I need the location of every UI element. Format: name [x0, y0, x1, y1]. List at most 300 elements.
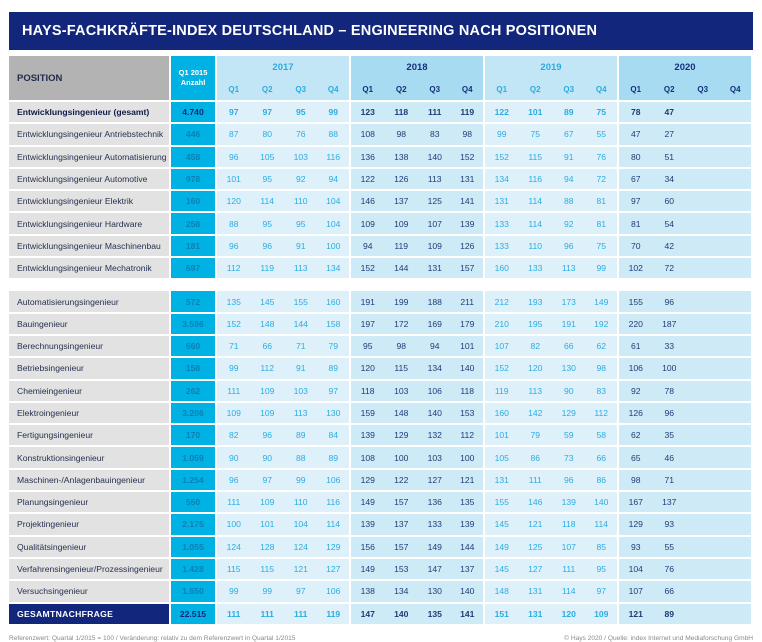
index-value-cell: 86: [519, 447, 553, 469]
index-value-cell: 109: [385, 213, 419, 235]
quarter-header-2017-Q4: Q4: [318, 79, 352, 102]
index-value-cell: 129: [351, 470, 385, 492]
index-value-cell: 149: [351, 492, 385, 514]
index-value-cell: 149: [418, 537, 452, 559]
index-value-cell: 118: [385, 102, 419, 124]
index-value-cell: 138: [385, 147, 419, 169]
anzahl-cell: 660: [171, 336, 217, 358]
index-value-cell: 54: [653, 213, 687, 235]
index-value-cell: [720, 403, 754, 425]
index-value-cell: 145: [485, 514, 519, 536]
index-value-cell: 101: [217, 169, 251, 191]
index-value-cell: 159: [351, 403, 385, 425]
index-value-cell: 66: [251, 336, 285, 358]
index-value-cell: 111: [251, 604, 285, 626]
index-value-cell: 142: [519, 403, 553, 425]
index-value-cell: 91: [284, 358, 318, 380]
index-value-cell: 101: [452, 336, 486, 358]
index-value-cell: [686, 492, 720, 514]
table-row: [9, 581, 753, 603]
index-value-cell: 148: [485, 581, 519, 603]
index-value-cell: 103: [418, 447, 452, 469]
index-value-cell: 139: [452, 213, 486, 235]
quarter-header-2020-Q3: Q3: [686, 79, 720, 102]
index-value-cell: 195: [519, 314, 553, 336]
anzahl-cell: 1.055: [171, 537, 217, 559]
index-value-cell: 160: [318, 291, 352, 313]
index-value-cell: [686, 258, 720, 280]
index-value-cell: 132: [418, 425, 452, 447]
index-value-cell: 140: [586, 492, 620, 514]
index-value-cell: 121: [284, 559, 318, 581]
index-value-cell: [720, 537, 754, 559]
index-value-cell: 42: [653, 236, 687, 258]
index-value-cell: 111: [217, 604, 251, 626]
index-value-cell: 109: [217, 403, 251, 425]
index-value-cell: 191: [351, 291, 385, 313]
index-value-cell: 95: [284, 102, 318, 124]
index-value-cell: 113: [284, 258, 318, 280]
index-value-cell: 100: [318, 236, 352, 258]
section-spacer-cell: [9, 280, 753, 291]
index-value-cell: 96: [552, 470, 586, 492]
index-value-cell: 51: [653, 147, 687, 169]
index-value-cell: 139: [351, 514, 385, 536]
index-value-cell: [686, 191, 720, 213]
index-value-cell: 152: [485, 358, 519, 380]
index-value-cell: 140: [452, 358, 486, 380]
index-value-cell: 124: [284, 537, 318, 559]
index-value-cell: 90: [217, 447, 251, 469]
index-value-cell: 84: [318, 425, 352, 447]
anzahl-cell: 572: [171, 291, 217, 313]
table-row: [9, 236, 753, 258]
table-row: [9, 537, 753, 559]
index-value-cell: 86: [586, 470, 620, 492]
index-value-cell: 99: [251, 581, 285, 603]
index-value-cell: 155: [619, 291, 653, 313]
index-value-cell: 67: [552, 124, 586, 146]
index-value-cell: 92: [552, 213, 586, 235]
index-value-cell: 102: [619, 258, 653, 280]
footnote-reference: Referenzwert: Quartal 1/2015 = 100 / Veränderung: relativ zu dem Referenzwert in Quartal 1/2015: [9, 634, 296, 642]
position-cell: Entwicklungsingenieur Maschinenbau: [9, 236, 171, 258]
index-value-cell: 79: [519, 425, 553, 447]
index-value-cell: 82: [519, 336, 553, 358]
index-value-cell: 197: [351, 314, 385, 336]
index-value-cell: 62: [619, 425, 653, 447]
index-value-cell: 115: [251, 559, 285, 581]
page-title: [9, 12, 753, 50]
index-value-cell: [686, 581, 720, 603]
anzahl-cell: 3.206: [171, 403, 217, 425]
quarter-header-2020-Q1: Q1: [619, 79, 653, 102]
index-value-cell: 131: [519, 604, 553, 626]
index-value-cell: 191: [552, 314, 586, 336]
index-value-cell: [720, 581, 754, 603]
index-value-cell: 98: [586, 358, 620, 380]
index-value-cell: 89: [552, 102, 586, 124]
quarter-header-2020-Q4: Q4: [720, 79, 754, 102]
index-value-cell: 47: [619, 124, 653, 146]
index-value-cell: 92: [284, 169, 318, 191]
index-value-cell: 152: [485, 147, 519, 169]
index-value-cell: 211: [452, 291, 486, 313]
index-value-cell: [686, 124, 720, 146]
index-value-cell: [720, 147, 754, 169]
index-value-cell: [686, 381, 720, 403]
anzahl-cell: 1.254: [171, 470, 217, 492]
table-row: [9, 336, 753, 358]
position-cell: Entwicklungsingenieur Automotive: [9, 169, 171, 191]
index-value-cell: 72: [653, 258, 687, 280]
index-value-cell: 137: [385, 191, 419, 213]
index-value-cell: [686, 236, 720, 258]
index-value-cell: 129: [318, 537, 352, 559]
index-value-cell: 125: [418, 191, 452, 213]
quarter-header-2020-Q2: Q2: [653, 79, 687, 102]
index-value-cell: [720, 358, 754, 380]
index-value-cell: 149: [485, 537, 519, 559]
index-value-cell: 97: [318, 381, 352, 403]
index-value-cell: [720, 514, 754, 536]
index-value-cell: 151: [485, 604, 519, 626]
index-value-cell: 111: [418, 102, 452, 124]
table-row: [9, 102, 753, 124]
index-value-cell: 114: [519, 191, 553, 213]
anzahl-cell: 3.596: [171, 314, 217, 336]
index-value-cell: 157: [385, 537, 419, 559]
index-value-cell: 109: [251, 381, 285, 403]
anzahl-header: [171, 56, 217, 102]
table-row: [9, 291, 753, 313]
index-value-cell: 93: [653, 514, 687, 536]
index-value-cell: 98: [385, 336, 419, 358]
index-value-cell: [720, 236, 754, 258]
index-value-cell: 96: [653, 291, 687, 313]
index-value-cell: 137: [385, 514, 419, 536]
index-value-cell: 127: [318, 559, 352, 581]
table-row: [9, 492, 753, 514]
index-value-cell: 160: [485, 403, 519, 425]
index-value-cell: [720, 470, 754, 492]
index-value-cell: 155: [284, 291, 318, 313]
index-value-cell: 173: [552, 291, 586, 313]
index-value-cell: 152: [452, 147, 486, 169]
index-value-cell: 134: [385, 581, 419, 603]
index-value-cell: 144: [452, 537, 486, 559]
index-value-cell: 188: [418, 291, 452, 313]
index-value-cell: 187: [653, 314, 687, 336]
position-cell: Versuchsingenieur: [9, 581, 171, 603]
index-value-cell: 89: [284, 425, 318, 447]
index-value-cell: 141: [452, 604, 486, 626]
anzahl-cell: 22.515: [171, 604, 217, 626]
index-value-cell: 27: [653, 124, 687, 146]
index-value-cell: 104: [619, 559, 653, 581]
index-value-cell: 98: [619, 470, 653, 492]
index-value-cell: 96: [217, 236, 251, 258]
index-value-cell: [686, 470, 720, 492]
position-cell: Entwicklungsingenieur Mechatronik: [9, 258, 171, 280]
table-row: [9, 169, 753, 191]
index-value-cell: 126: [452, 236, 486, 258]
index-value-cell: 111: [217, 492, 251, 514]
index-value-cell: 192: [586, 314, 620, 336]
index-value-cell: 113: [418, 169, 452, 191]
index-value-cell: 112: [452, 425, 486, 447]
index-value-cell: 67: [619, 169, 653, 191]
index-value-cell: 90: [251, 447, 285, 469]
index-value-cell: [686, 604, 720, 626]
index-value-cell: 210: [485, 314, 519, 336]
index-value-cell: 136: [418, 492, 452, 514]
index-value-cell: 133: [418, 514, 452, 536]
index-value-cell: 75: [586, 102, 620, 124]
index-value-cell: 136: [351, 147, 385, 169]
index-value-cell: 90: [552, 381, 586, 403]
index-value-cell: 81: [586, 213, 620, 235]
index-value-cell: 97: [217, 102, 251, 124]
index-value-cell: 140: [418, 403, 452, 425]
index-value-cell: 76: [284, 124, 318, 146]
anzahl-cell: 446: [171, 124, 217, 146]
quarter-header-2017-Q2: Q2: [251, 79, 285, 102]
position-cell: Verfahrensingenieur/Prozessingenieur: [9, 559, 171, 581]
index-value-cell: 78: [653, 381, 687, 403]
index-value-cell: 108: [351, 124, 385, 146]
index-value-cell: 71: [284, 336, 318, 358]
index-value-cell: 96: [251, 425, 285, 447]
index-value-cell: [686, 559, 720, 581]
section-spacer: [9, 280, 753, 291]
quarter-header-2018-Q3: Q3: [418, 79, 452, 102]
index-value-cell: 99: [586, 258, 620, 280]
index-value-cell: 110: [519, 236, 553, 258]
index-value-cell: [720, 336, 754, 358]
table-row: [9, 358, 753, 380]
table-row: [9, 213, 753, 235]
index-value-cell: 119: [318, 604, 352, 626]
index-value-cell: 133: [485, 213, 519, 235]
index-value-cell: 113: [552, 258, 586, 280]
index-value-cell: 114: [552, 581, 586, 603]
index-value-cell: 88: [217, 213, 251, 235]
index-value-cell: 122: [485, 102, 519, 124]
index-value-cell: 118: [452, 381, 486, 403]
index-value-cell: 105: [251, 147, 285, 169]
index-value-cell: 134: [318, 258, 352, 280]
index-value-cell: 113: [519, 381, 553, 403]
anzahl-cell: 262: [171, 381, 217, 403]
index-value-cell: 85: [586, 537, 620, 559]
index-value-cell: 80: [251, 124, 285, 146]
index-value-cell: 92: [619, 381, 653, 403]
index-value-cell: 116: [318, 147, 352, 169]
index-value-cell: 115: [217, 559, 251, 581]
index-value-cell: 157: [452, 258, 486, 280]
position-cell: Fertigungsingenieur: [9, 425, 171, 447]
index-value-cell: [686, 314, 720, 336]
index-value-cell: 145: [485, 559, 519, 581]
index-value-cell: 71: [653, 470, 687, 492]
anzahl-cell: 1.428: [171, 559, 217, 581]
index-value-cell: 96: [552, 236, 586, 258]
quarter-header-2019-Q4: Q4: [586, 79, 620, 102]
quarter-header-2018-Q2: Q2: [385, 79, 419, 102]
index-value-cell: 129: [385, 425, 419, 447]
index-value-cell: 101: [485, 425, 519, 447]
index-value-cell: 131: [485, 470, 519, 492]
index-value-cell: 156: [351, 537, 385, 559]
table-row: [9, 258, 753, 280]
index-value-cell: 96: [653, 403, 687, 425]
index-value-cell: 99: [284, 470, 318, 492]
index-value-cell: 107: [552, 537, 586, 559]
table-body: [9, 102, 753, 626]
quarter-header-2019-Q3: Q3: [552, 79, 586, 102]
position-cell: Planungsingenieur: [9, 492, 171, 514]
index-value-cell: 114: [251, 191, 285, 213]
index-value-cell: 135: [418, 604, 452, 626]
index-value-cell: 148: [251, 314, 285, 336]
index-value-cell: 160: [485, 258, 519, 280]
index-value-cell: 169: [418, 314, 452, 336]
anzahl-cell: 697: [171, 258, 217, 280]
index-value-cell: [720, 258, 754, 280]
index-value-cell: 82: [217, 425, 251, 447]
index-value-cell: 141: [452, 191, 486, 213]
index-value-cell: 96: [217, 147, 251, 169]
index-value-cell: [686, 358, 720, 380]
position-cell: Konstruktionsingenieur: [9, 447, 171, 469]
position-cell: Betriebsingenieur: [9, 358, 171, 380]
index-value-cell: 146: [519, 492, 553, 514]
index-value-cell: 131: [452, 169, 486, 191]
index-value-cell: 145: [251, 291, 285, 313]
index-value-cell: 131: [418, 258, 452, 280]
table-row: [9, 470, 753, 492]
footer: [9, 635, 753, 642]
index-value-cell: 47: [653, 102, 687, 124]
index-value-cell: 119: [452, 102, 486, 124]
index-value-cell: 104: [318, 213, 352, 235]
index-value-cell: 75: [519, 124, 553, 146]
index-value-cell: [720, 559, 754, 581]
index-value-cell: 115: [385, 358, 419, 380]
year-header-2019: 2019: [485, 56, 619, 79]
index-value-cell: 95: [251, 213, 285, 235]
index-value-cell: 97: [619, 191, 653, 213]
index-value-cell: 147: [418, 559, 452, 581]
index-value-cell: 120: [351, 358, 385, 380]
index-value-cell: 212: [485, 291, 519, 313]
index-value-cell: 130: [552, 358, 586, 380]
index-value-cell: 106: [619, 358, 653, 380]
index-value-cell: 144: [284, 314, 318, 336]
index-value-cell: 88: [318, 124, 352, 146]
index-value-cell: [720, 381, 754, 403]
index-value-cell: 66: [552, 336, 586, 358]
anzahl-cell: 2.175: [171, 514, 217, 536]
index-value-cell: 100: [452, 447, 486, 469]
index-value-cell: 138: [351, 581, 385, 603]
index-value-cell: [720, 169, 754, 191]
index-value-cell: 62: [586, 336, 620, 358]
index-value-cell: 130: [418, 581, 452, 603]
anzahl-header-line1: Q1 2015: [178, 68, 208, 78]
index-value-cell: 130: [318, 403, 352, 425]
table-row: [9, 559, 753, 581]
table-row: [9, 147, 753, 169]
anzahl-cell: 160: [171, 191, 217, 213]
index-value-cell: 97: [284, 581, 318, 603]
index-value-cell: 110: [284, 191, 318, 213]
index-value-cell: 89: [653, 604, 687, 626]
index-value-cell: 147: [351, 604, 385, 626]
index-value-cell: 111: [217, 381, 251, 403]
anzahl-cell: 550: [171, 492, 217, 514]
index-value-cell: 98: [385, 124, 419, 146]
table-row: [9, 314, 753, 336]
table-row: [9, 381, 753, 403]
index-value-cell: 109: [418, 236, 452, 258]
index-value-cell: 106: [318, 581, 352, 603]
index-value-cell: 135: [452, 492, 486, 514]
index-value-cell: 139: [452, 514, 486, 536]
index-value-cell: 149: [351, 559, 385, 581]
index-value-cell: 95: [586, 559, 620, 581]
index-value-cell: 155: [485, 492, 519, 514]
index-value-cell: 109: [251, 403, 285, 425]
anzahl-cell: 1.650: [171, 581, 217, 603]
index-value-cell: 101: [251, 514, 285, 536]
index-value-cell: [720, 447, 754, 469]
index-value-cell: 103: [284, 147, 318, 169]
position-header: POSITION: [9, 56, 171, 102]
index-value-cell: [720, 191, 754, 213]
index-value-cell: 107: [418, 213, 452, 235]
anzahl-cell: 1.059: [171, 447, 217, 469]
index-value-cell: 96: [251, 236, 285, 258]
index-value-cell: 193: [519, 291, 553, 313]
index-value-cell: 91: [284, 236, 318, 258]
table-row: [9, 514, 753, 536]
index-value-cell: [720, 604, 754, 626]
index-value-cell: 120: [217, 191, 251, 213]
year-header-2017: 2017: [217, 56, 351, 79]
page-title-text: HAYS-FACHKRÄFTE-INDEX DEUTSCHLAND – ENGINEERING NACH POSITIONEN: [22, 23, 598, 39]
index-value-cell: 80: [619, 147, 653, 169]
index-value-cell: [720, 425, 754, 447]
index-value-cell: 55: [586, 124, 620, 146]
index-value-cell: 79: [318, 336, 352, 358]
index-value-cell: 88: [284, 447, 318, 469]
table-row: [9, 403, 753, 425]
index-value-cell: 131: [519, 581, 553, 603]
index-value-cell: 100: [653, 358, 687, 380]
index-value-cell: 131: [485, 191, 519, 213]
index-value-cell: [720, 213, 754, 235]
index-value-cell: 126: [619, 403, 653, 425]
index-value-cell: 106: [418, 381, 452, 403]
quarter-header-2018-Q1: Q1: [351, 79, 385, 102]
position-cell: Automatisierungsingenieur: [9, 291, 171, 313]
index-value-cell: 133: [485, 236, 519, 258]
index-value-cell: [720, 314, 754, 336]
index-value-cell: 99: [217, 581, 251, 603]
index-value-cell: 134: [485, 169, 519, 191]
